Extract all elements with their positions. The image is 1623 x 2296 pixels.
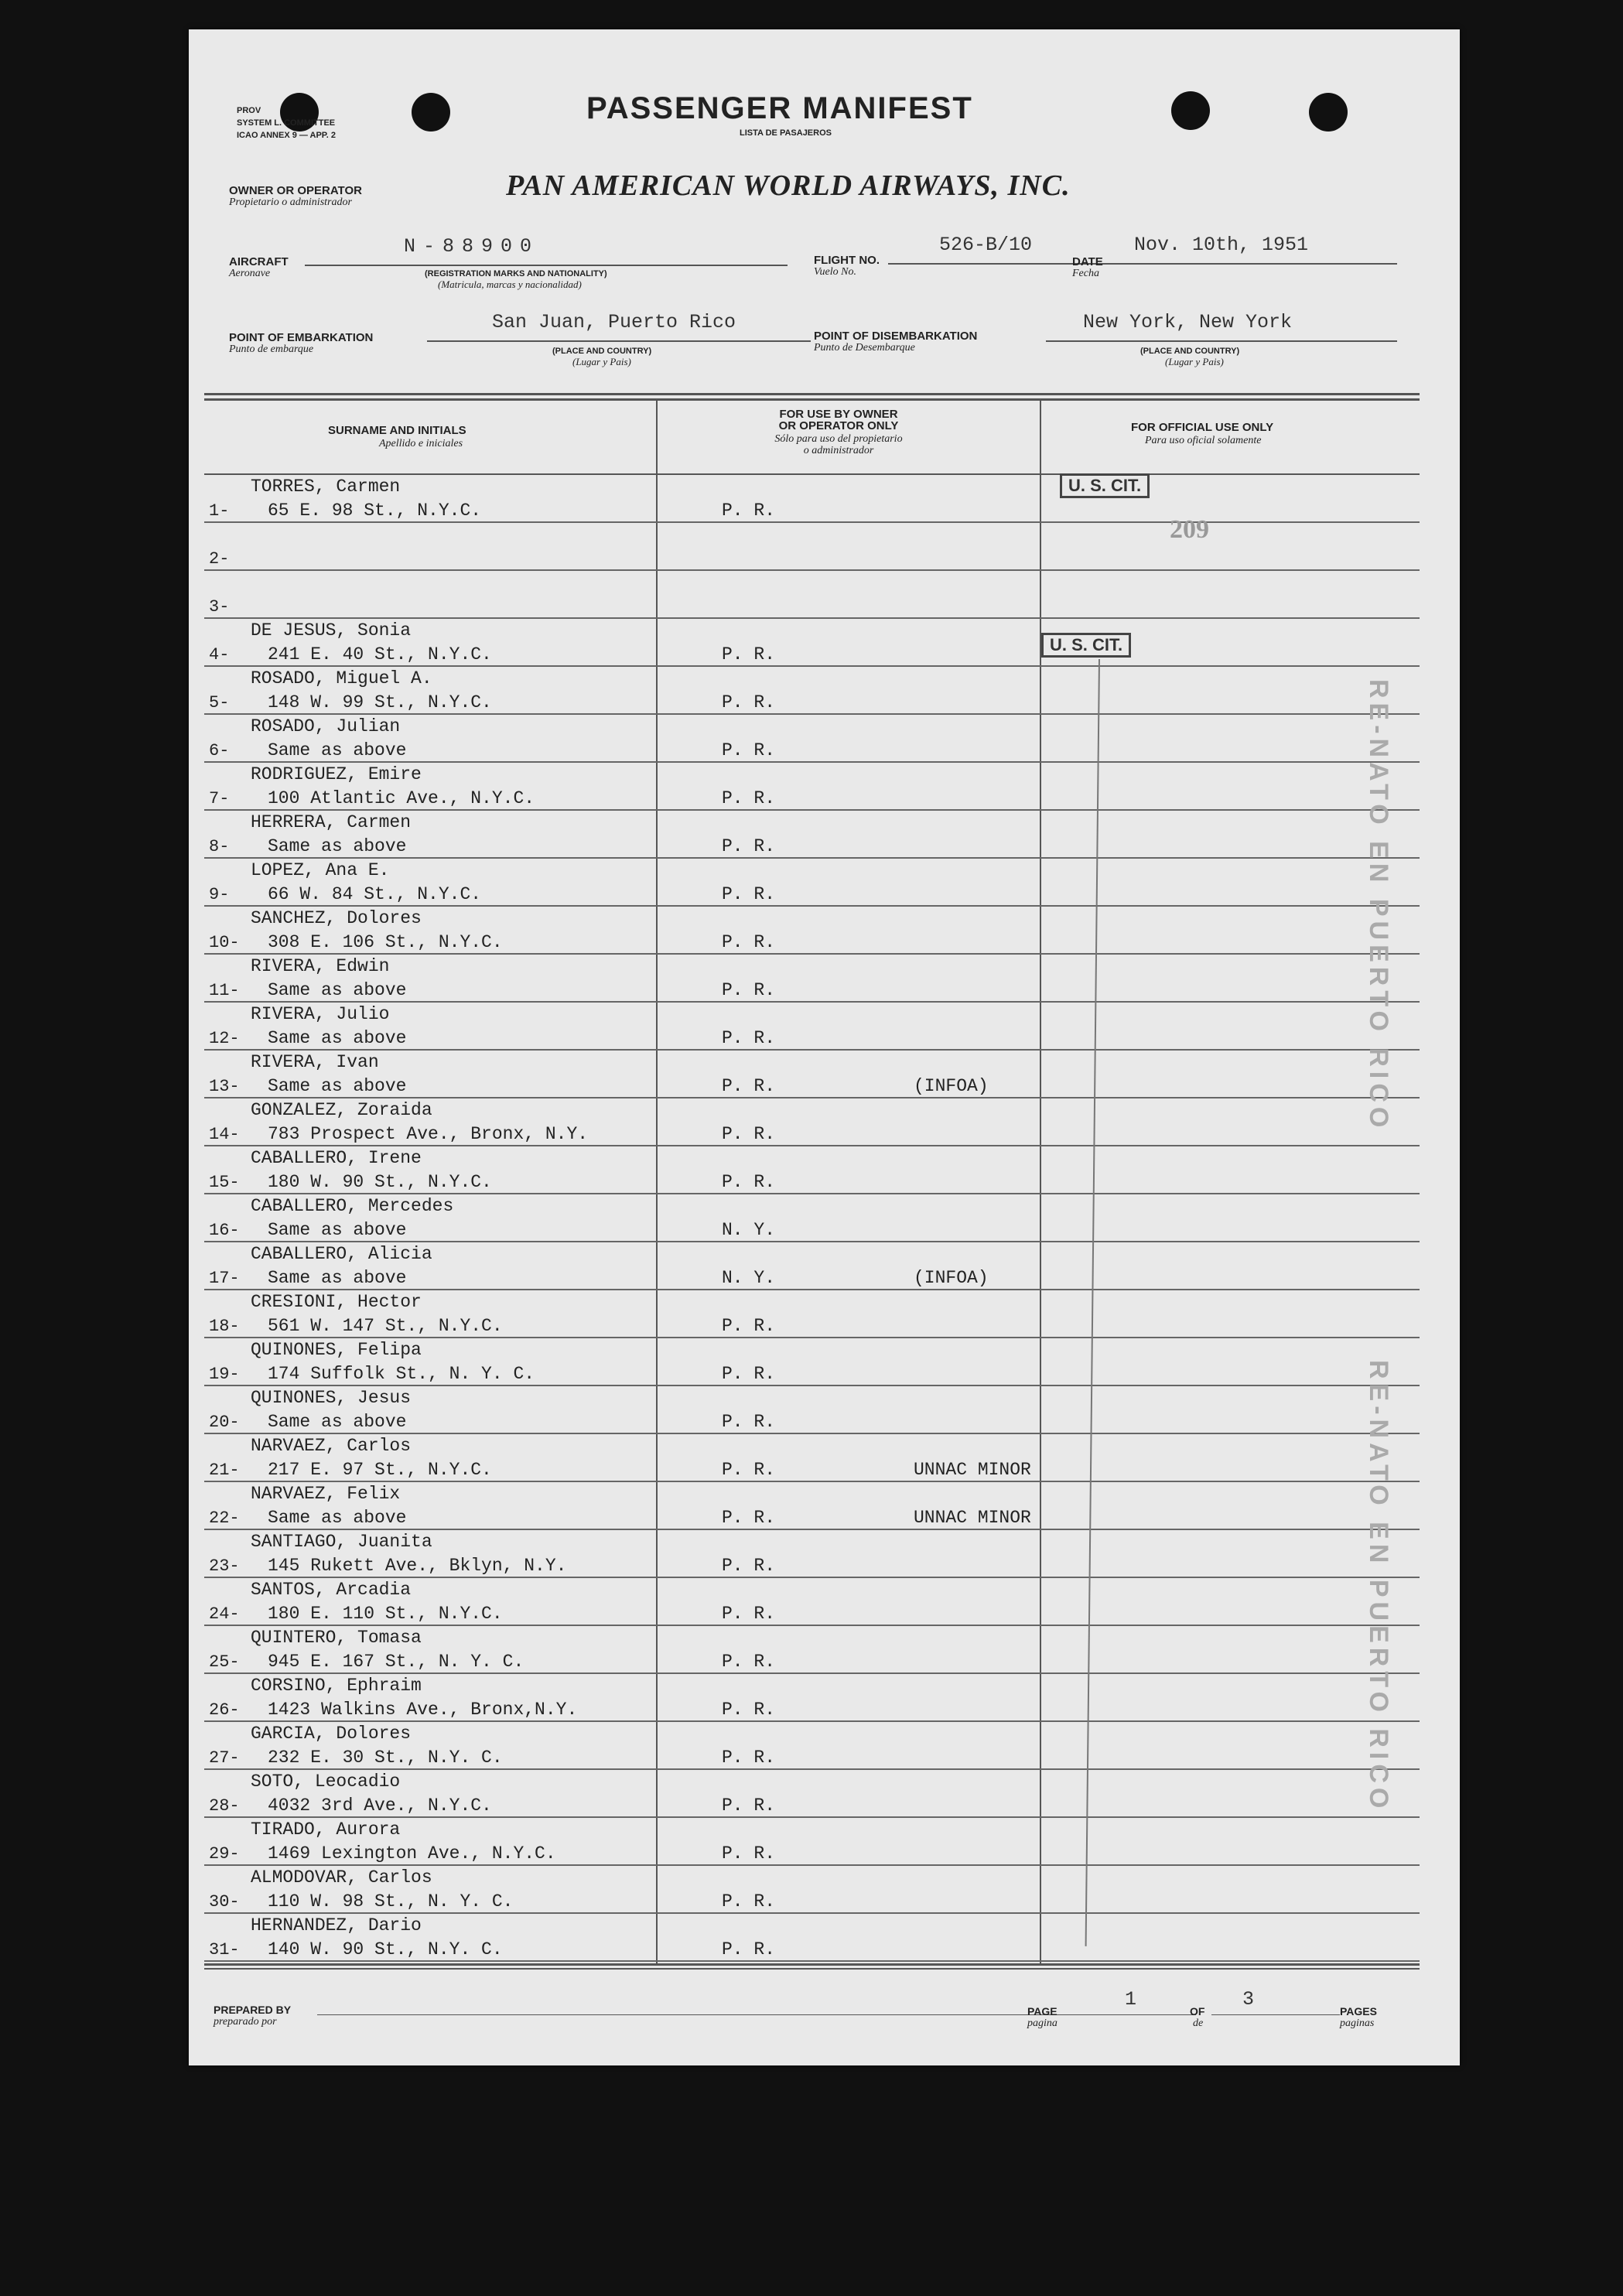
passenger-name: TORRES, Carmen [251,477,401,497]
table-row [204,1578,1420,1626]
place-note-2: (PLACE AND COUNTRY) [1140,347,1240,356]
citizenship: P. R. [722,1508,776,1528]
passenger-address: 140 W. 90 St., N.Y. C. [268,1939,503,1959]
row-number: 31- [209,1940,240,1959]
owner-label-es: Propietario o administrador [229,196,352,208]
passenger-name: HERRERA, Carmen [251,812,412,832]
passenger-address: Same as above [268,1076,407,1096]
passenger-name: SANTIAGO, Juanita [251,1532,432,1552]
passenger-name: QUINONES, Felipa [251,1340,422,1360]
citizenship: P. R. [722,1891,776,1912]
row-number: 10- [209,933,240,952]
passenger-address: 174 Suffolk St., N. Y. C. [268,1364,535,1384]
passenger-address: Same as above [268,1268,407,1288]
table-row [204,1386,1420,1434]
of-label-es: de [1193,2018,1204,2029]
passenger-address: Same as above [268,980,407,1000]
row-number: 1- [209,501,230,521]
passenger-name: QUINTERO, Tomasa [251,1628,422,1648]
pages-label: PAGES [1340,2005,1377,2018]
passenger-name: DE JESUS, Sonia [251,620,412,641]
page-label: PAGE [1027,2005,1058,2018]
row-number: 22- [209,1508,240,1528]
table-row [204,715,1420,763]
page-title: PASSENGER MANIFEST [586,91,973,125]
row-number: 25- [209,1652,240,1672]
table-row [204,571,1420,619]
table-row [204,475,1420,523]
citizenship: P. R. [722,884,776,904]
flight-label: FLIGHT NO. [814,254,880,267]
citizenship: P. R. [722,932,776,952]
punch-hole [1309,93,1348,132]
passenger-name: RIVERA, Ivan [251,1052,379,1072]
passenger-address: 241 E. 40 St., N.Y.C. [268,644,492,665]
citizenship: P. R. [722,1604,776,1624]
punch-hole [1171,91,1210,130]
citizenship: P. R. [722,1076,776,1096]
table-row [204,1866,1420,1914]
passenger-address: 145 Rukett Ave., Bklyn, N.Y. [268,1556,567,1576]
citizenship: P. R. [722,1795,776,1816]
row-number: 9- [209,885,230,904]
citizenship: P. R. [722,501,776,521]
passenger-address: 100 Atlantic Ave., N.Y.C. [268,788,535,808]
table-row [204,1626,1420,1674]
citizenship: P. R. [722,788,776,808]
passenger-address: 308 E. 106 St., N.Y.C. [268,932,503,952]
col-official-header-es: Para uso oficial solamente [1145,435,1262,446]
row-number: 20- [209,1413,240,1432]
table-row [204,1722,1420,1770]
citizenship: P. R. [722,1124,776,1144]
citizenship: N. Y. [722,1220,776,1240]
table-row [204,1770,1420,1818]
citizenship: P. R. [722,1028,776,1048]
passenger-address: 232 E. 30 St., N.Y. C. [268,1748,503,1768]
pages-label-es: paginas [1340,2018,1375,2029]
row-number: 15- [209,1173,240,1192]
citizenship: P. R. [722,1748,776,1768]
place-note: (PLACE AND COUNTRY) [552,347,652,356]
table-row [204,1914,1420,1962]
passenger-address: Same as above [268,1220,407,1240]
table-row [204,667,1420,715]
row-number: 4- [209,645,230,665]
citizenship: P. R. [722,1556,776,1576]
table-row [204,859,1420,907]
row-number: 29- [209,1844,240,1864]
table-row [204,1674,1420,1722]
passenger-name: ALMODOVAR, Carlos [251,1867,432,1888]
owner-label: OWNER OR OPERATOR [229,184,362,197]
row-number: 16- [209,1221,240,1240]
passenger-name: ROSADO, Julian [251,716,401,736]
row-number: 17- [209,1269,240,1288]
citizenship-stamp: U. S. CIT. [1060,473,1150,498]
prepared-by-label-es: preparado por [214,2016,277,2028]
prepared-by-label: PREPARED BY [214,2004,292,2016]
col-owner-header: FOR USE BY OWNER OR OPERATOR ONLY [778,408,899,432]
owner-value: PAN AMERICAN WORLD AIRWAYS, INC. [506,169,1071,202]
disembark-value: New York, New York [1083,311,1293,333]
row-number: 14- [209,1125,240,1144]
passenger-name: QUINONES, Jesus [251,1388,412,1408]
aircraft-label: AIRCRAFT [229,255,289,268]
table-row [204,811,1420,859]
col-surname-header: SURNAME AND INITIALS [328,424,466,437]
passenger-address: Same as above [268,740,407,760]
table-row [204,1290,1420,1338]
passenger-address: Same as above [268,1028,407,1048]
remark: UNNAC MINOR [914,1508,1031,1528]
table-row [204,1242,1420,1290]
flight-value: 526-B/10 [939,234,1033,256]
passenger-address: 945 E. 167 St., N. Y. C. [268,1652,524,1672]
row-number: 28- [209,1796,240,1816]
passenger-address: Same as above [268,836,407,856]
row-number: 6- [209,741,230,760]
row-number: 13- [209,1077,240,1096]
table-row [204,1003,1420,1051]
citizenship: P. R. [722,1652,776,1672]
table-row [204,1482,1420,1530]
row-number: 27- [209,1748,240,1768]
of-value: 3 [1242,1988,1255,2011]
passenger-name: SOTO, Leocadio [251,1772,401,1792]
passenger-address: 148 W. 99 St., N.Y.C. [268,692,492,712]
col-official-header: FOR OFFICIAL USE ONLY [1131,421,1274,434]
row-rule [204,1960,1420,1962]
passenger-name: TIRADO, Aurora [251,1819,401,1840]
citizenship: P. R. [722,1172,776,1192]
passenger-name: RIVERA, Julio [251,1004,390,1024]
row-number: 5- [209,693,230,712]
date-value: Nov. 10th, 1951 [1134,234,1309,256]
citizenship: P. R. [722,692,776,712]
date-label: DATE [1072,255,1103,268]
table-row [204,1194,1420,1242]
manifest-sheet [189,29,1460,2065]
citizenship: P. R. [722,1700,776,1720]
row-number: 3- [209,597,230,617]
table-row [204,1818,1420,1866]
passenger-address: 110 W. 98 St., N. Y. C. [268,1891,514,1912]
table-row [204,619,1420,667]
remark: UNNAC MINOR [914,1460,1031,1480]
passenger-name: GONZALEZ, Zoraida [251,1100,432,1120]
row-number: 23- [209,1556,240,1576]
passenger-name: CRESIONI, Hector [251,1292,422,1312]
row-number: 11- [209,981,240,1000]
table-row [204,1434,1420,1482]
col-owner-header-es: Sólo para uso del propietario o administrador [774,433,903,456]
embark-value: San Juan, Puerto Rico [492,311,736,333]
row-number: 24- [209,1604,240,1624]
row-number: 8- [209,837,230,856]
passenger-address: 180 E. 110 St., N.Y.C. [268,1604,503,1624]
passenger-address: 561 W. 147 St., N.Y.C. [268,1316,503,1336]
table-row [204,1338,1420,1386]
passenger-address: Same as above [268,1508,407,1528]
table-row [204,1098,1420,1146]
vertical-stamp: RE-NATO EN PUERTO RICO [1364,1360,1393,1813]
disembark-label: POINT OF DISEMBARKATION [814,330,978,343]
citizenship: P. R. [722,980,776,1000]
passenger-address: Same as above [268,1412,407,1432]
flight-label-es: Vuelo No. [814,266,856,278]
place-note-es: (Lugar y Pais) [572,356,631,367]
row-number: 18- [209,1317,240,1336]
passenger-name: HERNANDEZ, Dario [251,1915,422,1936]
aircraft-value: N-88900 [404,235,540,258]
form-reference: PROV SYSTEM L. COMMITTEE ICAO ANNEX 9 — APP. 2 [237,106,336,140]
passenger-name: RIVERA, Edwin [251,956,390,976]
remark: (INFOA) [914,1076,989,1096]
remark: (INFOA) [914,1268,989,1288]
passenger-address: 4032 3rd Ave., N.Y.C. [268,1795,492,1816]
passenger-address: 1423 Walkins Ave., Bronx,N.Y. [268,1700,578,1720]
passenger-table [204,475,1420,1962]
passenger-address: 217 E. 97 St., N.Y.C. [268,1460,492,1480]
embark-label-es: Punto de embarque [229,343,314,355]
disembark-label-es: Punto de Desembarque [814,342,915,354]
aircraft-label-es: Aeronave [229,268,271,279]
passenger-name: CABALLERO, Irene [251,1148,422,1168]
page-subtitle: LISTA DE PASAJEROS [740,128,832,138]
stamp-number: 209 [1170,515,1209,544]
row-number: 26- [209,1700,240,1720]
punch-hole [412,93,450,132]
of-label: OF [1190,2005,1205,2018]
date-label-es: Fecha [1072,268,1099,279]
passenger-name: CABALLERO, Mercedes [251,1196,454,1216]
table-row [204,763,1420,811]
passenger-address: 783 Prospect Ave., Bronx, N.Y. [268,1124,589,1144]
table-row [204,1146,1420,1194]
vertical-stamp: RE-NATO EN PUERTO RICO [1364,679,1393,1133]
citizenship: N. Y. [722,1268,776,1288]
passenger-name: NARVAEZ, Felix [251,1484,401,1504]
registration-note-es: (Matricula, marcas y nacionalidad) [438,278,582,290]
embark-label: POINT OF EMBARKATION [229,331,374,344]
table-row [204,907,1420,955]
passenger-name: SANCHEZ, Dolores [251,908,422,928]
registration-note: (REGISTRATION MARKS AND NATIONALITY) [425,269,607,278]
citizenship: P. R. [722,1412,776,1432]
place-note-es-2: (Lugar y Pais) [1165,356,1224,367]
citizenship-stamp: U. S. CIT. [1041,633,1131,658]
citizenship: P. R. [722,1843,776,1864]
passenger-name: CABALLERO, Alicia [251,1244,432,1264]
table-row [204,1530,1420,1578]
citizenship: P. R. [722,644,776,665]
passenger-address: 1469 Lexington Ave., N.Y.C. [268,1843,556,1864]
passenger-address: 66 W. 84 St., N.Y.C. [268,884,482,904]
passenger-name: ROSADO, Miguel A. [251,668,432,688]
table-row [204,1051,1420,1098]
row-number: 30- [209,1892,240,1912]
page-value: 1 [1125,1988,1137,2011]
citizenship: P. R. [722,836,776,856]
row-number: 7- [209,789,230,808]
table-row [204,523,1420,571]
row-number: 12- [209,1029,240,1048]
passenger-name: CORSINO, Ephraim [251,1676,422,1696]
passenger-name: SANTOS, Arcadia [251,1580,412,1600]
citizenship: P. R. [722,1939,776,1959]
citizenship: P. R. [722,740,776,760]
passenger-name: NARVAEZ, Carlos [251,1436,412,1456]
citizenship: P. R. [722,1364,776,1384]
row-number: 2- [209,549,230,569]
passenger-name: LOPEZ, Ana E. [251,860,390,880]
citizenship: P. R. [722,1460,776,1480]
row-number: 21- [209,1461,240,1480]
passenger-address: 65 E. 98 St., N.Y.C. [268,501,482,521]
passenger-name: GARCIA, Dolores [251,1724,412,1744]
row-number: 19- [209,1365,240,1384]
table-row [204,955,1420,1003]
citizenship: P. R. [722,1316,776,1336]
passenger-name: RODRIGUEZ, Emire [251,764,422,784]
passenger-address: 180 W. 90 St., N.Y.C. [268,1172,492,1192]
page-label-es: pagina [1027,2018,1058,2029]
col-surname-header-es: Apellido e iniciales [379,438,463,449]
